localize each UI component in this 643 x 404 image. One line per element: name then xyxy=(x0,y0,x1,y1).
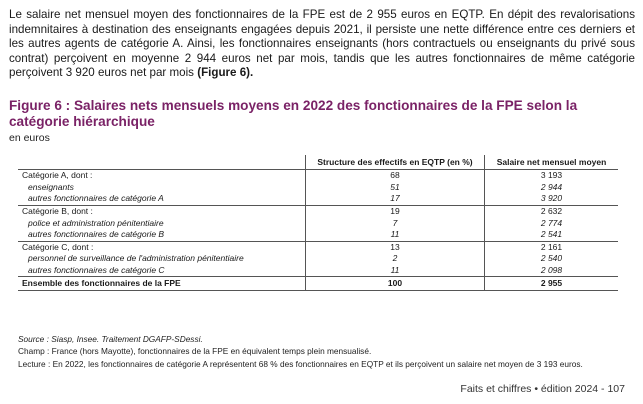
unit-label: en euros xyxy=(9,132,50,144)
row-label: Catégorie B, dont : xyxy=(18,205,306,217)
page-number: 107 xyxy=(607,383,625,395)
row-label: Catégorie A, dont : xyxy=(22,170,93,181)
row-label: police et administration pénitentiaire xyxy=(28,217,164,228)
publication-label: Faits et chiffres • édition 2024 - xyxy=(460,383,605,395)
scope-note: Champ : France (hors Mayotte), fonctionnaires de la FPE en équivalent temps plein mensualisé. xyxy=(18,346,372,357)
salary-table xyxy=(18,155,618,291)
row-share: 68 xyxy=(306,170,485,182)
row-salary: 3 920 xyxy=(485,193,619,205)
row-label: autres fonctionnaires de catégorie B xyxy=(28,229,165,240)
row-share: 13 xyxy=(306,241,485,253)
row-salary: 2 098 xyxy=(485,265,619,277)
source-note: Source : Siasp, Insee. Traitement DGAFP-SDessi. xyxy=(18,334,203,344)
page-footer xyxy=(460,383,625,395)
figure-title: Figure 6 : Salaires nets mensuels moyens en 2022 des fonctionnaires de la FPE selon la catégorie hiérarchique xyxy=(9,98,578,129)
intro-text: Le salaire net mensuel moyen des fonctionnaires de la FPE est de 2 955 euros en EQTP. En dépit des revalorisations indemnitaires à destination des enseignants engagées depuis 2021, il persiste une nette différence entre ces derniers et les autres agents de catégorie A. Ainsi, les fonctionnaires enseignants (hors contractuels ou enseignants du privé sous contrat) perçoivent en moyenne 2 944 euros net par mois, tandis que les autres fonctionnaires de même catégorie perçoivent 3 920 euros net par mois xyxy=(9,8,635,80)
row-salary: 2 632 xyxy=(485,205,619,217)
total-label: Ensemble des fonctionnaires de la FPE xyxy=(18,277,306,291)
row-share: 11 xyxy=(306,265,485,277)
table-row xyxy=(18,241,618,253)
row-share: 7 xyxy=(306,217,485,229)
row-share: 11 xyxy=(306,229,485,241)
reading-note: Lecture : En 2022, les fonctionnaires de catégorie A représentent 68 % des fonctionnaires en EQTP et ils perçoivent un salaire net moyen de 3 193 euros. xyxy=(18,358,583,369)
row-salary: 2 161 xyxy=(485,241,619,253)
header-label xyxy=(18,155,306,170)
row-label: Catégorie C, dont : xyxy=(18,241,306,253)
table-row xyxy=(18,193,618,205)
table-header-row xyxy=(18,155,618,170)
figure-reference: (Figure 6). xyxy=(197,66,254,80)
table-row xyxy=(18,182,618,194)
row-label: enseignants xyxy=(28,181,74,192)
header-structure: Structure des effectifs en EQTP (en %) xyxy=(306,155,485,170)
row-salary: 2 944 xyxy=(485,182,619,194)
row-share: 51 xyxy=(306,182,485,194)
row-salary: 2 541 xyxy=(485,229,619,241)
table-row xyxy=(18,253,618,265)
row-salary: 2 540 xyxy=(485,253,619,265)
row-label: autres fonctionnaires de catégorie A xyxy=(28,193,164,204)
row-share: 2 xyxy=(306,253,485,265)
header-salary: Salaire net mensuel moyen xyxy=(485,155,619,170)
row-salary: 3 193 xyxy=(485,170,619,182)
table-total-row xyxy=(18,277,618,291)
table-notes xyxy=(18,333,583,370)
table-row xyxy=(18,265,618,277)
table-row xyxy=(18,217,618,229)
total-share: 100 xyxy=(306,277,485,291)
row-label: autres fonctionnaires de catégorie C xyxy=(28,265,165,276)
row-salary: 2 774 xyxy=(485,217,619,229)
total-salary: 2 955 xyxy=(485,277,619,291)
table-row xyxy=(18,229,618,241)
table-row xyxy=(18,170,618,182)
row-share: 17 xyxy=(306,193,485,205)
table-row xyxy=(18,205,618,217)
row-share: 19 xyxy=(306,205,485,217)
intro-paragraph xyxy=(9,8,635,81)
row-label: personnel de surveillance de l'administration pénitentiaire xyxy=(28,253,244,264)
